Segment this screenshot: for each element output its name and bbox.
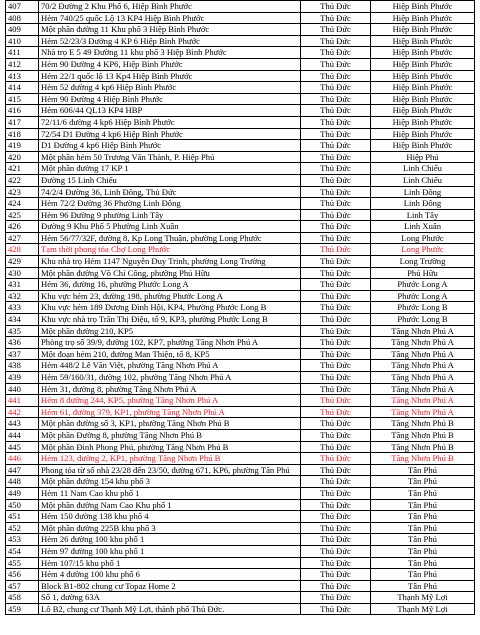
district-cell: Thủ Đức bbox=[301, 603, 371, 615]
row-number-cell: 418 bbox=[6, 128, 39, 140]
row-number-cell: 425 bbox=[6, 209, 39, 221]
row-number-cell: 421 bbox=[6, 163, 39, 175]
row-number-cell: 413 bbox=[6, 70, 39, 82]
location-cell: 74/2/4 Đường 36, Linh Đông, Thủ Đức bbox=[39, 186, 301, 198]
row-number-cell: 446 bbox=[6, 453, 39, 465]
location-cell: Một phần hẻm 50 Trương Văn Thành, P. Hiệp Phú bbox=[39, 151, 301, 163]
row-number-cell: 423 bbox=[6, 186, 39, 198]
ward-cell: Linh Đông bbox=[371, 198, 475, 210]
location-cell: Hẻm 150 đường 138 khu phố 4 bbox=[39, 511, 301, 523]
ward-cell: Hiệp Bình Phước bbox=[371, 93, 475, 105]
district-cell: Thủ Đức bbox=[301, 395, 371, 407]
district-cell: Thủ Đức bbox=[301, 522, 371, 534]
table-row bbox=[6, 151, 475, 163]
row-number-cell: 453 bbox=[6, 534, 39, 546]
district-cell: Thủ Đức bbox=[301, 24, 371, 36]
ward-cell: Linh Xuân bbox=[371, 221, 475, 233]
district-cell: Thủ Đức bbox=[301, 47, 371, 59]
table-row bbox=[6, 290, 475, 302]
row-number-cell: 448 bbox=[6, 476, 39, 488]
ward-cell: Hiệp Bình Phước bbox=[371, 128, 475, 140]
table-row bbox=[6, 116, 475, 128]
location-cell: 72/54 D1 Đường 4 kp6 Hiệp Bình Phước bbox=[39, 128, 301, 140]
district-cell: Thủ Đức bbox=[301, 406, 371, 418]
table-row bbox=[6, 1, 475, 13]
table-row bbox=[6, 337, 475, 349]
row-number-cell: 428 bbox=[6, 244, 39, 256]
ward-cell: Tăng Nhơn Phú A bbox=[371, 372, 475, 384]
district-cell: Thủ Đức bbox=[301, 325, 371, 337]
district-cell: Thủ Đức bbox=[301, 487, 371, 499]
table-row bbox=[6, 232, 475, 244]
district-cell: Thủ Đức bbox=[301, 186, 371, 198]
location-cell: Hẻm 72/2 Đường 36 Phường Linh Đông bbox=[39, 198, 301, 210]
location-cell: Hẻm 107/15 khu phố 1 bbox=[39, 557, 301, 569]
table-row bbox=[6, 603, 475, 615]
table-row bbox=[6, 383, 475, 395]
district-cell: Thủ Đức bbox=[301, 140, 371, 152]
district-cell: Thủ Đức bbox=[301, 174, 371, 186]
lockdown-locations-table bbox=[5, 0, 475, 615]
row-number-cell: 410 bbox=[6, 35, 39, 47]
row-number-cell: 414 bbox=[6, 82, 39, 94]
table-row bbox=[6, 511, 475, 523]
ward-cell: Hiệp Bình Phước bbox=[371, 140, 475, 152]
district-cell: Thủ Đức bbox=[301, 209, 371, 221]
location-cell: Hẻm 26 đường 100 khu phố 1 bbox=[39, 534, 301, 546]
table-row bbox=[6, 93, 475, 105]
row-number-cell: 432 bbox=[6, 290, 39, 302]
table-row bbox=[6, 557, 475, 569]
district-cell: Thủ Đức bbox=[301, 360, 371, 372]
ward-cell: Tân Phú bbox=[371, 545, 475, 557]
district-cell: Thủ Đức bbox=[301, 221, 371, 233]
table-row bbox=[6, 476, 475, 488]
location-cell: Hẻm 61, đường 379, KP1, phường Tăng Nhơn Phú A bbox=[39, 406, 301, 418]
district-cell: Thủ Đức bbox=[301, 511, 371, 523]
ward-cell: Tân Phú bbox=[371, 487, 475, 499]
district-cell: Thủ Đức bbox=[301, 70, 371, 82]
table-row bbox=[6, 441, 475, 453]
row-number-cell: 435 bbox=[6, 325, 39, 337]
table-row bbox=[6, 221, 475, 233]
row-number-cell: 419 bbox=[6, 140, 39, 152]
table-row bbox=[6, 580, 475, 592]
row-number-cell: 429 bbox=[6, 256, 39, 268]
ward-cell: Hiệp Bình Phước bbox=[371, 82, 475, 94]
location-cell: Một phần đường 210, KP5 bbox=[39, 325, 301, 337]
ward-cell: Long Phước bbox=[371, 232, 475, 244]
table-row bbox=[6, 12, 475, 24]
ward-cell: Hiệp Bình Phước bbox=[371, 70, 475, 82]
row-number-cell: 436 bbox=[6, 337, 39, 349]
row-number-cell: 408 bbox=[6, 12, 39, 24]
table-row bbox=[6, 522, 475, 534]
ward-cell: Tăng Nhơn Phú B bbox=[371, 441, 475, 453]
ward-cell: Tân Phú bbox=[371, 580, 475, 592]
location-cell: Phòng trọ số 39/9, đường 102, KP7, phường Tăng Nhơn Phú A bbox=[39, 337, 301, 349]
table-row bbox=[6, 140, 475, 152]
ward-cell: Phú Hữu bbox=[371, 267, 475, 279]
ward-cell: Tăng Nhơn Phú B bbox=[371, 453, 475, 465]
location-cell: Hẻm 36, đường 16, phường Phước Long A bbox=[39, 279, 301, 291]
table-row bbox=[6, 267, 475, 279]
row-number-cell: 439 bbox=[6, 372, 39, 384]
table-row bbox=[6, 198, 475, 210]
ward-cell: Tăng Nhơn Phú B bbox=[371, 418, 475, 430]
location-cell: Số 1, đường 63A bbox=[39, 592, 301, 604]
row-number-cell: 451 bbox=[6, 511, 39, 523]
ward-cell: Tăng Nhơn Phú A bbox=[371, 395, 475, 407]
table-row bbox=[6, 35, 475, 47]
district-cell: Thủ Đức bbox=[301, 499, 371, 511]
ward-cell: Linh Chiểu bbox=[371, 174, 475, 186]
district-cell: Thủ Đức bbox=[301, 534, 371, 546]
table-row bbox=[6, 70, 475, 82]
table-row bbox=[6, 209, 475, 221]
ward-cell: Hiệp Bình Phước bbox=[371, 35, 475, 47]
district-cell: Thủ Đức bbox=[301, 464, 371, 476]
table-row bbox=[6, 429, 475, 441]
row-number-cell: 433 bbox=[6, 302, 39, 314]
ward-cell: Tân Phú bbox=[371, 499, 475, 511]
row-number-cell: 440 bbox=[6, 383, 39, 395]
location-cell: Một phần đường 225B khu phố 3 bbox=[39, 522, 301, 534]
location-cell: Hẻm 90 Đường 4 Hiệp Bình Phước bbox=[39, 93, 301, 105]
district-cell: Thủ Đức bbox=[301, 256, 371, 268]
table-row bbox=[6, 569, 475, 581]
district-cell: Thủ Đức bbox=[301, 1, 371, 13]
location-cell: Một phần Đường 8, phường Tăng Nhơn Phú B bbox=[39, 429, 301, 441]
ward-cell: Linh Tây bbox=[371, 209, 475, 221]
row-number-cell: 437 bbox=[6, 348, 39, 360]
row-number-cell: 434 bbox=[6, 314, 39, 326]
location-cell: Hẻm 31, đường 8, phường Tăng Nhơn Phú A bbox=[39, 383, 301, 395]
location-cell: Một phần đường số 3, KP1, phường Tăng Nhơn Phú B bbox=[39, 418, 301, 430]
location-cell: Một phần đường Võ Chí Công, phường Phú Hữu bbox=[39, 267, 301, 279]
location-cell: Hẻm 606/44 QL13 KP4 HBP bbox=[39, 105, 301, 117]
table-row bbox=[6, 82, 475, 94]
row-number-cell: 427 bbox=[6, 232, 39, 244]
row-number-cell: 407 bbox=[6, 1, 39, 13]
row-number-cell: 411 bbox=[6, 47, 39, 59]
location-cell: Tạm thời phong tỏa Chợ Long Phước bbox=[39, 244, 301, 256]
row-number-cell: 424 bbox=[6, 198, 39, 210]
location-cell: Một phần Đình Phong Phú, phường Tăng Nhơn Phú B bbox=[39, 441, 301, 453]
location-cell: Hẻm 96 Đường 9 phường Linh Tây bbox=[39, 209, 301, 221]
district-cell: Thủ Đức bbox=[301, 244, 371, 256]
ward-cell: Tân Phú bbox=[371, 534, 475, 546]
row-number-cell: 458 bbox=[6, 592, 39, 604]
ward-cell: Phước Long B bbox=[371, 314, 475, 326]
ward-cell: Tân Phú bbox=[371, 522, 475, 534]
district-cell: Thủ Đức bbox=[301, 128, 371, 140]
district-cell: Thủ Đức bbox=[301, 418, 371, 430]
table-row bbox=[6, 302, 475, 314]
table-row bbox=[6, 418, 475, 430]
table-row bbox=[6, 487, 475, 499]
ward-cell: Phước Long A bbox=[371, 279, 475, 291]
location-cell: Hẻm 123, đường 2, KP1, phường Tăng Nhơn Phú B bbox=[39, 453, 301, 465]
row-number-cell: 412 bbox=[6, 58, 39, 70]
row-number-cell: 430 bbox=[6, 267, 39, 279]
row-number-cell: 443 bbox=[6, 418, 39, 430]
row-number-cell: 415 bbox=[6, 93, 39, 105]
location-cell: Một phần đường Nam Cao Khu phố 1 bbox=[39, 499, 301, 511]
table-row bbox=[6, 128, 475, 140]
table-body bbox=[6, 1, 475, 615]
table-row bbox=[6, 47, 475, 59]
district-cell: Thủ Đức bbox=[301, 58, 371, 70]
ward-cell: Hiệp Bình Phước bbox=[371, 58, 475, 70]
row-number-cell: 416 bbox=[6, 105, 39, 117]
table-row bbox=[6, 314, 475, 326]
row-number-cell: 438 bbox=[6, 360, 39, 372]
table-row bbox=[6, 499, 475, 511]
location-cell: Hẻm 11 Nam Cao khu phố 1 bbox=[39, 487, 301, 499]
ward-cell: Phước Long A bbox=[371, 290, 475, 302]
ward-cell: Tân Phú bbox=[371, 569, 475, 581]
table-row bbox=[6, 24, 475, 36]
ward-cell: Hiệp Bình Phước bbox=[371, 105, 475, 117]
table-row bbox=[6, 464, 475, 476]
table-row bbox=[6, 534, 475, 546]
ward-cell: Hiệp Bình Phước bbox=[371, 1, 475, 13]
ward-cell: Tăng Nhơn Phú A bbox=[371, 360, 475, 372]
district-cell: Thủ Đức bbox=[301, 337, 371, 349]
ward-cell: Long Trường bbox=[371, 256, 475, 268]
district-cell: Thủ Đức bbox=[301, 453, 371, 465]
location-cell: Một phần đường 17 KP 1 bbox=[39, 163, 301, 175]
row-number-cell: 409 bbox=[6, 24, 39, 36]
row-number-cell: 431 bbox=[6, 279, 39, 291]
row-number-cell: 456 bbox=[6, 569, 39, 581]
row-number-cell: 441 bbox=[6, 395, 39, 407]
table-row bbox=[6, 545, 475, 557]
ward-cell: Hiệp Bình Phước bbox=[371, 47, 475, 59]
location-cell: Khu vực hẻm 23, đường 198, phường Phước Long A bbox=[39, 290, 301, 302]
row-number-cell: 455 bbox=[6, 557, 39, 569]
district-cell: Thủ Đức bbox=[301, 82, 371, 94]
table-row bbox=[6, 453, 475, 465]
ward-cell: Hiệp Phú bbox=[371, 151, 475, 163]
row-number-cell: 457 bbox=[6, 580, 39, 592]
district-cell: Thủ Đức bbox=[301, 314, 371, 326]
ward-cell: Tăng Nhơn Phú A bbox=[371, 348, 475, 360]
district-cell: Thủ Đức bbox=[301, 580, 371, 592]
district-cell: Thủ Đức bbox=[301, 569, 371, 581]
row-number-cell: 452 bbox=[6, 522, 39, 534]
ward-cell: Linh Chiểu bbox=[371, 163, 475, 175]
ward-cell: Tân Phú bbox=[371, 557, 475, 569]
location-cell: Hẻm 4 đường 100 khu phố 6 bbox=[39, 569, 301, 581]
table-row bbox=[6, 372, 475, 384]
district-cell: Thủ Đức bbox=[301, 441, 371, 453]
ward-cell: Hiệp Bình Phước bbox=[371, 24, 475, 36]
location-cell: Một phần đường 154 khu phố 3 bbox=[39, 476, 301, 488]
location-cell: Hẻm 59/160/31, đường 102, phường Tăng Nhơn Phú A bbox=[39, 372, 301, 384]
location-cell: Hẻm 97 đường 100 khu phố 1 bbox=[39, 545, 301, 557]
location-cell: Đường 15 Linh Chiểu bbox=[39, 174, 301, 186]
location-cell: Block B1-802 chung cư Topaz Home 2 bbox=[39, 580, 301, 592]
district-cell: Thủ Đức bbox=[301, 279, 371, 291]
district-cell: Thủ Đức bbox=[301, 198, 371, 210]
table-row bbox=[6, 58, 475, 70]
ward-cell: Tăng Nhơn Phú A bbox=[371, 337, 475, 349]
ward-cell: Linh Đông bbox=[371, 186, 475, 198]
ward-cell: Thạnh Mỹ Lợi bbox=[371, 603, 475, 615]
table-row bbox=[6, 256, 475, 268]
table-row bbox=[6, 163, 475, 175]
district-cell: Thủ Đức bbox=[301, 35, 371, 47]
district-cell: Thủ Đức bbox=[301, 267, 371, 279]
location-cell: Hẻm 22/1 quốc lộ 13 Kp4 Hiệp Bình Phước bbox=[39, 70, 301, 82]
location-cell: Đường 9 Khu Phố 5 Phường Linh Xuân bbox=[39, 221, 301, 233]
row-number-cell: 417 bbox=[6, 116, 39, 128]
district-cell: Thủ Đức bbox=[301, 592, 371, 604]
location-cell: Khu vực hẻm 189 Dương Đình Hội, KP4, Phường Phước Long B bbox=[39, 302, 301, 314]
row-number-cell: 445 bbox=[6, 441, 39, 453]
ward-cell: Tăng Nhơn Phú B bbox=[371, 429, 475, 441]
location-cell: Hẻm 8 đường 244, KP5, phường Tăng Nhơn Phú A bbox=[39, 395, 301, 407]
district-cell: Thủ Đức bbox=[301, 105, 371, 117]
row-number-cell: 444 bbox=[6, 429, 39, 441]
table-row bbox=[6, 406, 475, 418]
ward-cell: Phước Long B bbox=[371, 302, 475, 314]
district-cell: Thủ Đức bbox=[301, 302, 371, 314]
location-cell: Hẻm 740/25 quốc Lộ 13 KP4 Hiệp Bình Phước bbox=[39, 12, 301, 24]
ward-cell: Thạnh Mỹ Lợi bbox=[371, 592, 475, 604]
location-cell: Phong tỏa từ số nhà 23/28 đến 23/50, đường 671, KP6, phường Tân Phú bbox=[39, 464, 301, 476]
row-number-cell: 422 bbox=[6, 174, 39, 186]
ward-cell: Tân Phú bbox=[371, 464, 475, 476]
district-cell: Thủ Đức bbox=[301, 476, 371, 488]
district-cell: Thủ Đức bbox=[301, 372, 371, 384]
district-cell: Thủ Đức bbox=[301, 429, 371, 441]
district-cell: Thủ Đức bbox=[301, 290, 371, 302]
location-cell: Hẻm 56/77/32F, đường 8, Kp Long Thuận, phường Long Phước bbox=[39, 232, 301, 244]
location-cell: Hẻm 448/2 Lê Văn Việt, phường Tăng Nhơn Phú A bbox=[39, 360, 301, 372]
row-number-cell: 449 bbox=[6, 487, 39, 499]
table-row bbox=[6, 395, 475, 407]
row-number-cell: 459 bbox=[6, 603, 39, 615]
table-row bbox=[6, 325, 475, 337]
district-cell: Thủ Đức bbox=[301, 116, 371, 128]
district-cell: Thủ Đức bbox=[301, 557, 371, 569]
district-cell: Thủ Đức bbox=[301, 163, 371, 175]
location-cell: D1 Đường 4 kp6 Hiệp Bình Phước bbox=[39, 140, 301, 152]
location-cell: Lô B2, chung cư Thạnh Mỹ Lợi, thành phố Thủ Đức. bbox=[39, 603, 301, 615]
table-row bbox=[6, 105, 475, 117]
ward-cell: Tân Phú bbox=[371, 476, 475, 488]
row-number-cell: 450 bbox=[6, 499, 39, 511]
location-cell: Khu nhà trọ Hẻm 1147 Nguyễn Duy Trinh, phường Long Trường bbox=[39, 256, 301, 268]
row-number-cell: 420 bbox=[6, 151, 39, 163]
ward-cell: Tăng Nhơn Phú A bbox=[371, 383, 475, 395]
district-cell: Thủ Đức bbox=[301, 93, 371, 105]
table-row bbox=[6, 360, 475, 372]
table-row bbox=[6, 174, 475, 186]
row-number-cell: 447 bbox=[6, 464, 39, 476]
row-number-cell: 454 bbox=[6, 545, 39, 557]
location-cell: Khu vực nhà trọ Trần Thị Điệu, tổ 9, KP3, phường Phước Long B bbox=[39, 314, 301, 326]
location-cell: Hẻm 52/23/3 Đường 4 KP 6 Hiệp Bình Phước bbox=[39, 35, 301, 47]
table-row bbox=[6, 186, 475, 198]
ward-cell: Tăng Nhơn Phú A bbox=[371, 406, 475, 418]
location-cell: 70/2 Đường 2 Khu Phố 6, Hiệp Bình Phước bbox=[39, 1, 301, 13]
ward-cell: Hiệp Bình Phước bbox=[371, 12, 475, 24]
ward-cell: Tân Phú bbox=[371, 511, 475, 523]
table-row bbox=[6, 592, 475, 604]
district-cell: Thủ Đức bbox=[301, 151, 371, 163]
ward-cell: Long Phước bbox=[371, 244, 475, 256]
row-number-cell: 426 bbox=[6, 221, 39, 233]
table-row bbox=[6, 244, 475, 256]
district-cell: Thủ Đức bbox=[301, 232, 371, 244]
location-cell: Một phần đường 11 Khu phố 3 Hiệp Bình Phước bbox=[39, 24, 301, 36]
row-number-cell: 442 bbox=[6, 406, 39, 418]
district-cell: Thủ Đức bbox=[301, 545, 371, 557]
ward-cell: Hiệp Bình Phước bbox=[371, 116, 475, 128]
location-cell: Một đoạn hẻm 210, đường Man Thiện, tổ 8, KP5 bbox=[39, 348, 301, 360]
district-cell: Thủ Đức bbox=[301, 12, 371, 24]
district-cell: Thủ Đức bbox=[301, 383, 371, 395]
table-row bbox=[6, 348, 475, 360]
location-cell: Hẻm 90 Đường 4 KP6, Hiệp Bình Phước bbox=[39, 58, 301, 70]
district-cell: Thủ Đức bbox=[301, 348, 371, 360]
location-cell: 72/11/6 đường 4 kp6 Hiệp Bình Phước bbox=[39, 116, 301, 128]
ward-cell: Tăng Nhơn Phú A bbox=[371, 325, 475, 337]
table-row bbox=[6, 279, 475, 291]
location-cell: Hẻm 52 đường 4 kp6 Hiệp Bình Phước bbox=[39, 82, 301, 94]
location-cell: Nhà trọ E 5 49 Đường 11 khu phố 3 Hiệp Bình Phước bbox=[39, 47, 301, 59]
